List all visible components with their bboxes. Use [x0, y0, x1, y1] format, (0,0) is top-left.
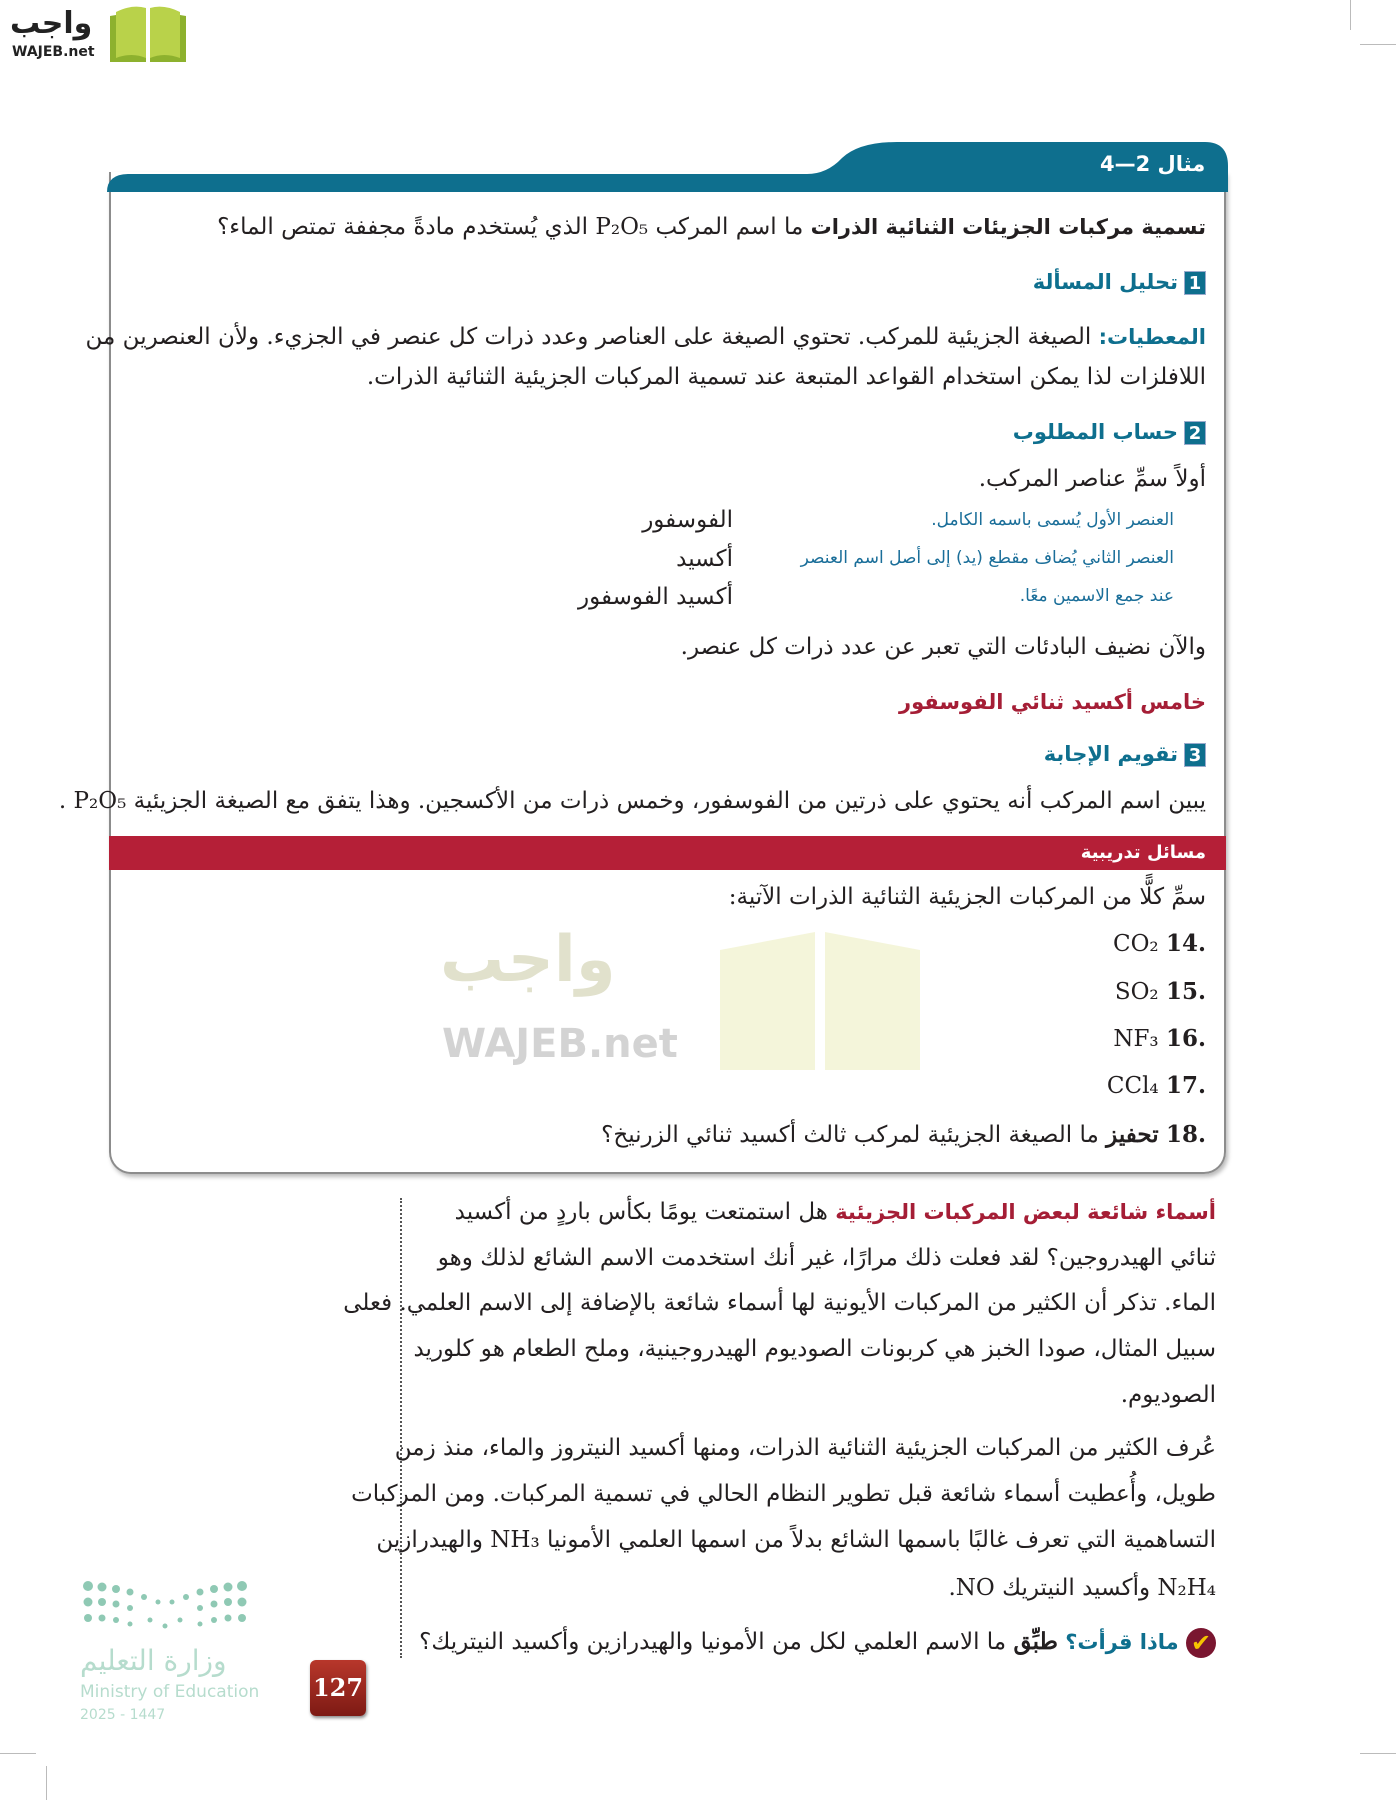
practice-item — [1113, 930, 1206, 957]
reading-check-text: ما الاسم العلمي لكل من الأمونيا والهيدرازين وأكسيد النيتريك؟ — [419, 1629, 1007, 1655]
practice-header-bar — [109, 836, 1226, 870]
body-line: سبيل المثال، صودا الخبز هي كربونات الصوديوم الهيدروجينية، وملح الطعام هو كلوريد — [413, 1336, 1216, 1362]
body-line: التساهمية التي تعرف غالبًا باسمها الشائع بدلاً من اسمها العلمي الأمونيا NH₃ والهيدرازين — [376, 1527, 1216, 1553]
item-number: .15 — [1165, 978, 1206, 1005]
row-value: أكسيد الفوسفور — [578, 584, 733, 610]
reading-check — [419, 1628, 1216, 1658]
prefix-line: والآن نضيف البادئات التي تعبر عن عدد ذرات كل عنصر. — [680, 634, 1206, 660]
item-formula: SO₂ — [1114, 979, 1159, 1005]
item-formula: CCl₄ — [1106, 1073, 1159, 1099]
answer: خامس أكسيد ثنائي الفوسفور — [899, 690, 1206, 714]
item-number: .16 — [1165, 1025, 1206, 1052]
step-title: تقويم الإجابة — [1043, 742, 1178, 766]
question-text: ما اسم المركب P₂O₅ الذي يُستخدم مادةً مجففة تمتص الماء؟ — [217, 214, 804, 240]
example-tab-label: مثال 2—4 — [1100, 152, 1206, 176]
book-icon — [106, 4, 190, 66]
item-formula: CO₂ — [1112, 931, 1159, 957]
ministry-dots-logo — [80, 1580, 250, 1635]
body-line: عُرف الكثير من المركبات الجزيئية الثنائية الذرات، ومنها أكسيد النيتروز والماء، منذ زمن — [394, 1435, 1216, 1461]
question-line — [217, 214, 1206, 240]
item-number: .14 — [1165, 930, 1206, 957]
challenge-label: تحفيز — [1106, 1121, 1159, 1148]
step-number: 2 — [1184, 421, 1206, 445]
reading-check-label: ماذا قرأت؟ — [1065, 1630, 1179, 1654]
watermark-book-icon — [710, 920, 930, 1080]
practice-item — [1107, 1072, 1206, 1099]
step2-heading — [1013, 420, 1206, 445]
wajeb-logo — [8, 4, 190, 66]
row-note: عند جمع الاسمين معًا. — [1019, 586, 1174, 606]
ministry-year: 2025 - 1447 — [80, 1707, 166, 1723]
item-number: .17 — [1165, 1072, 1206, 1099]
first-line: أولاً سمِّ عناصر المركب. — [978, 466, 1206, 492]
question-title: تسمية مركبات الجزيئات الثنائية الذرات — [810, 215, 1206, 239]
body-line: طويل، وأُعطيت أسماء شائعة قبل تطوير النظام الحالي في تسمية المركبات. ومن المركبات — [351, 1481, 1216, 1507]
row-value: أكسيد — [676, 546, 733, 572]
body-text: هل استمتعت يومًا بكأس باردٍ من أكسيد — [454, 1199, 828, 1225]
evaluate-line: يبين اسم المركب أنه يحتوي على ذرتين من الفوسفور، وخمس ذرات من الأكسجين. وهذا يتفق مع الصيغة الجزيئية P₂O₅ . — [58, 788, 1206, 814]
crop-mark — [0, 1753, 36, 1754]
givens-line2: اللافلزات لذا يمكن استخدام القواعد المتبعة عند تسمية المركبات الجزيئية الثنائية الذرات. — [366, 364, 1206, 390]
step-number: 1 — [1184, 271, 1206, 295]
body-line: الصوديوم. — [1120, 1382, 1216, 1408]
step1-heading — [1033, 270, 1206, 295]
body-line — [455, 1199, 1216, 1225]
step3-heading — [1044, 742, 1206, 767]
watermark-arabic: واجب — [440, 923, 616, 997]
crop-mark — [1360, 44, 1396, 45]
practice-item — [1115, 978, 1206, 1005]
row-value: الفوسفور — [642, 507, 733, 533]
step-title: تحليل المسألة — [1032, 270, 1178, 294]
dotted-divider — [400, 1198, 402, 1658]
challenge-item — [601, 1121, 1206, 1148]
crop-mark — [1360, 1753, 1396, 1754]
ministry-name-ar: وزارة التعليم — [80, 1644, 227, 1677]
practice-intro: سمِّ كلًّا من المركبات الجزيئية الثنائية الذرات الآتية: — [728, 884, 1206, 910]
givens-label: المعطيات: — [1098, 325, 1206, 349]
crop-mark — [1350, 0, 1351, 30]
step-number: 3 — [1184, 743, 1206, 767]
page-number: 127 — [310, 1660, 366, 1716]
crop-mark — [46, 1766, 47, 1800]
givens-text: الصيغة الجزيئية للمركب. تحتوي الصيغة على العناصر وعدد ذرات كل عنصر في الجزيء. ولأن العنصرين من — [85, 324, 1092, 350]
body-line: الماء. تذكر أن الكثير من المركبات الأيونية لها أسماء شائعة بالإضافة إلى الاسم العلمي. فعلى — [343, 1290, 1216, 1316]
item-number: .18 — [1165, 1121, 1206, 1148]
practice-item — [1113, 1025, 1206, 1052]
body-line: ثنائي الهيدروجين؟ لقد فعلت ذلك مرارًا، غير أنك استخدمت الاسم الشائع لذلك وهو — [437, 1245, 1216, 1271]
challenge-text: ما الصيغة الجزيئية لمركب ثالث أكسيد ثنائي الزرنيخ؟ — [601, 1122, 1099, 1148]
step-title: حساب المطلوب — [1012, 420, 1178, 444]
practice-header: مسائل تدريبية — [1080, 842, 1206, 863]
body-line: N₂H₄ وأكسيد النيتريك NO. — [948, 1575, 1216, 1601]
example-header-bar — [107, 140, 1228, 192]
item-formula: NF₃ — [1113, 1026, 1159, 1052]
ministry-name-en: Ministry of Education — [80, 1682, 260, 1702]
checkmark-icon: ✔ — [1186, 1628, 1216, 1658]
reading-check-verb: طبِّق — [1013, 1628, 1058, 1655]
row-note: العنصر الثاني يُضاف مقطع (يد) إلى أصل اسم العنصر — [800, 548, 1174, 568]
body-heading: أسماء شائعة لبعض المركبات الجزيئية — [835, 1200, 1216, 1224]
row-note: العنصر الأول يُسمى باسمه الكامل. — [931, 510, 1174, 530]
logo-latin-text: WAJEB.net — [12, 44, 95, 60]
watermark — [440, 920, 940, 1090]
logo-arabic-text: واجب — [10, 6, 93, 41]
watermark-latin: WAJEB.net — [442, 1021, 678, 1067]
givens-line1 — [86, 324, 1206, 350]
